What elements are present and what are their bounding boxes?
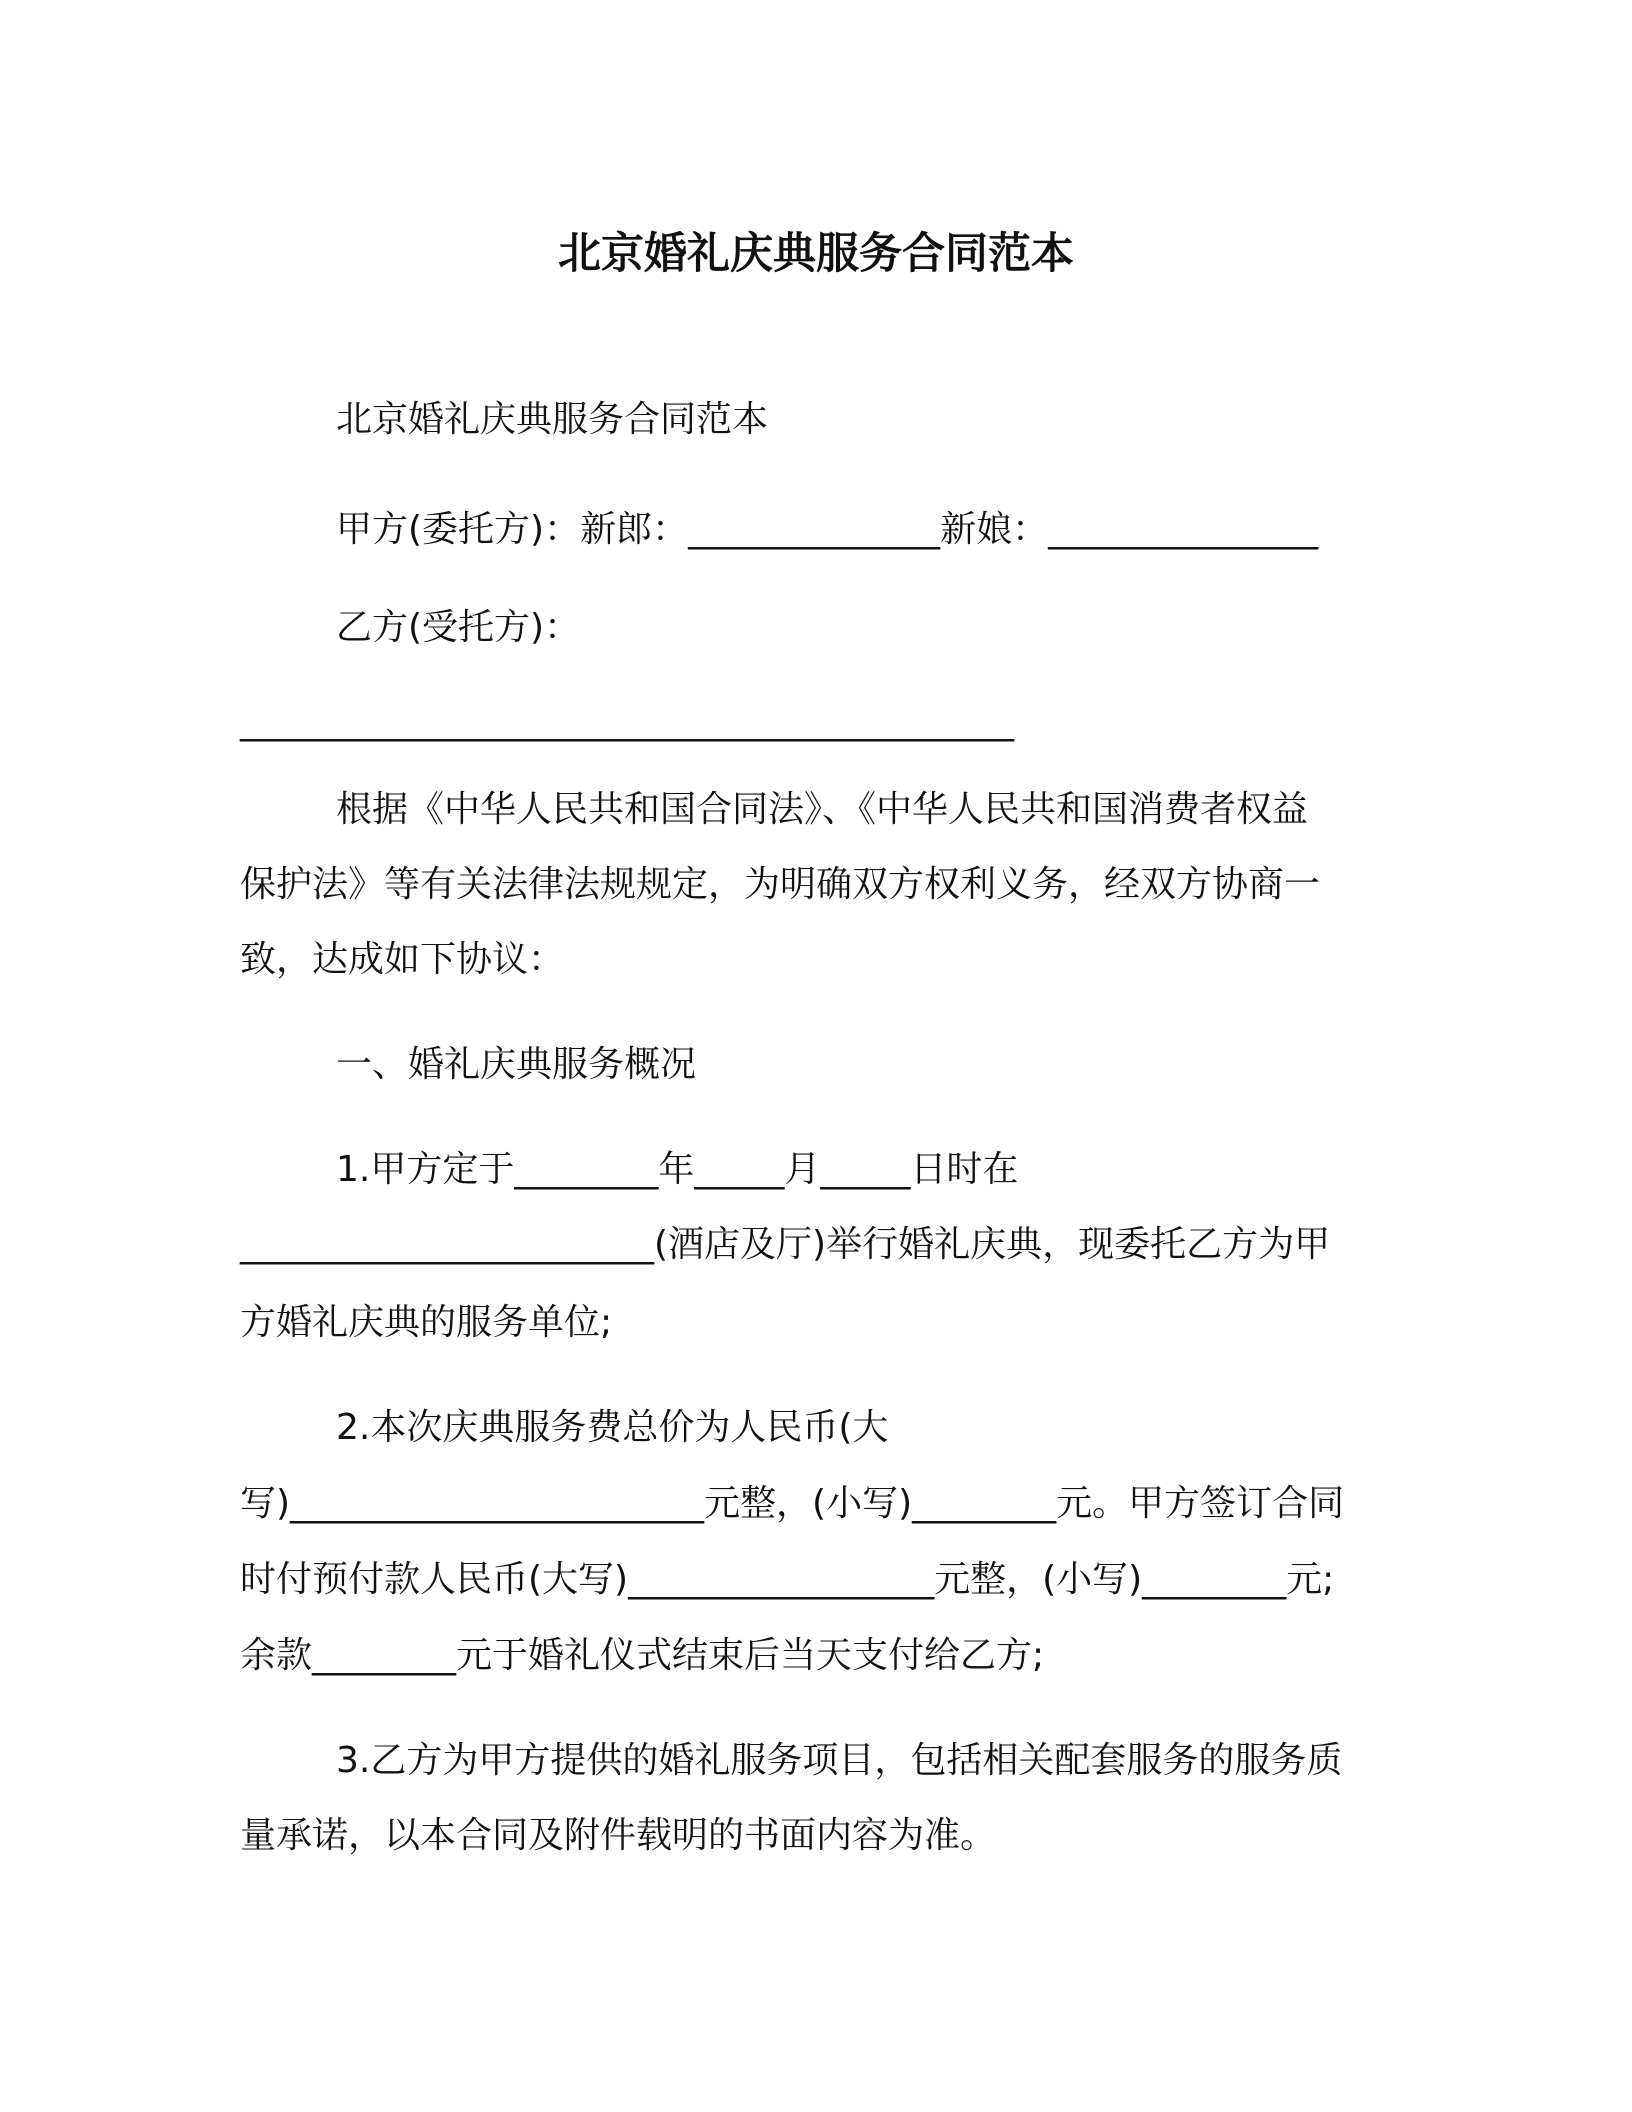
party-a-line: 甲方(委托方)：新郎：______________新娘：_______________ [336,509,1319,550]
party-b-blank-line: ___________________________________________ [240,701,1014,742]
preamble-line-1: 根据《中华人民共和国合同法》、《中华人民共和国消费者权益 [336,789,1309,830]
clause-2-line-1: 2.本次庆典服务费总价为人民币(大 [336,1407,889,1448]
clause-2-line-2: 写)_______________________元整，(小写)________元。甲方签订合同 [240,1483,1345,1524]
clause-3-line-2: 量承诺，以本合同及附件载明的书面内容为准。 [240,1815,997,1856]
section-heading: 一、婚礼庆典服务概况 [336,1044,697,1085]
clause-3-line-1: 3.乙方为甲方提供的婚礼服务项目，包括相关配套服务的服务质 [336,1740,1343,1781]
party-b-line: 乙方(受托方)： [336,607,581,648]
preamble-line-2: 保护法》等有关法律法规规定，为明确双方权利义务，经双方协商一 [240,864,1321,905]
preamble-line-3: 致，达成如下协议： [240,939,565,980]
document-subtitle: 北京婚礼庆典服务合同范本 [336,399,769,440]
clause-1-line-1: 1.甲方定于________年_____月_____日时在 [336,1149,1019,1190]
clause-2-line-4: 余款________元于婚礼仪式结束后当天支付给乙方; [240,1635,1045,1676]
clause-1-line-2: _______________________(酒店及厅)举行婚礼庆典，现委托乙方为甲 [240,1224,1331,1265]
clause-1-line-3: 方婚礼庆典的服务单位; [240,1302,613,1343]
document-title: 北京婚礼庆典服务合同范本 [558,229,1074,279]
clause-2-line-3: 时付预付款人民币(大写)_________________元整，(小写)________元; [240,1559,1335,1600]
